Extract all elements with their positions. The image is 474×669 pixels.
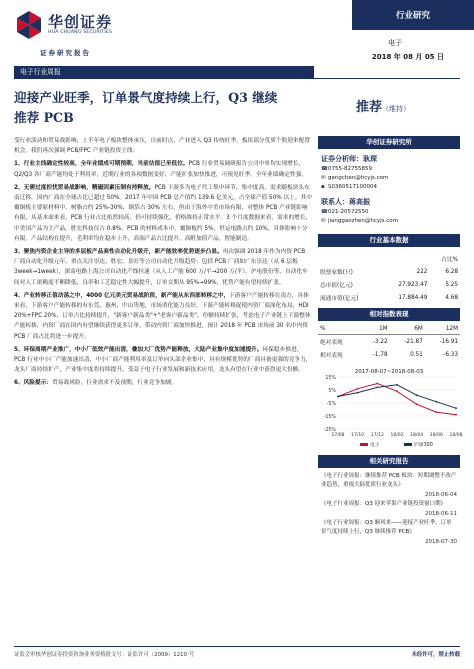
chart-y-tick-label: -25% xyxy=(323,427,336,433)
basic-data-cell: 27,923.47 xyxy=(398,281,428,288)
performance-row xyxy=(318,335,460,349)
basic-data-cell: 6.28 xyxy=(445,268,458,275)
bullet-number: 1、 xyxy=(14,161,24,168)
performance-table xyxy=(318,324,460,361)
mail-icon: ✉ xyxy=(321,175,326,181)
basic-col-blank xyxy=(318,252,381,265)
analyst1-role: 证券分析师： xyxy=(321,155,363,163)
chart-x-tick-label: 17/10 xyxy=(351,433,365,438)
category-bar: 电子行业周报 xyxy=(14,66,314,78)
performance-colhead xyxy=(318,324,460,335)
license-icon: ▪ xyxy=(321,184,325,190)
performance-row-label: 绝对表现 xyxy=(320,340,343,346)
analyst-block xyxy=(318,149,460,226)
perf-col-6m: 6M xyxy=(390,324,425,335)
chart-point xyxy=(396,384,398,386)
analyst1-phone: 0755-82755859 xyxy=(328,166,372,172)
bullet-heading: 聚焦内资企业主导的多层板产品高性自动化升级开，新产能效率优势逐步凸显。 xyxy=(23,249,223,256)
bullet-number: 6、 xyxy=(14,380,24,387)
bullet-number: 2、 xyxy=(14,184,24,191)
performance-header: 相对指数表现 xyxy=(318,308,460,321)
title-line-1: 迎接产业旺季，订单景气度持续上行，Q3 继续 xyxy=(14,90,278,105)
phone-icon: ☎ xyxy=(321,166,328,172)
basic-data-cell: 5.25 xyxy=(445,281,458,288)
analyst2-phone: 021-20572550 xyxy=(328,209,369,215)
analyst2-email-row xyxy=(321,217,457,226)
chart-point xyxy=(357,388,359,390)
bullet-item xyxy=(14,291,312,342)
basic-data-row xyxy=(318,265,460,278)
basic-data-cell: 222 xyxy=(416,268,428,275)
performance-row-label: 相对表现 xyxy=(320,353,343,359)
company-logo xyxy=(14,8,144,58)
bullet-number: 4、 xyxy=(14,292,24,299)
related-report-date: 2018-06-11 xyxy=(425,510,457,517)
footer-license: 证监会审核华创证券投资咨询业务资格批文号：证监许可（2009）1210 号 xyxy=(14,652,195,658)
bullet-item xyxy=(14,183,312,244)
mail-icon: ✉ xyxy=(321,218,326,224)
bullet-text: 再次强调 2018 年作为内资 PCB 厂商自动化升级元年，重点关注崇达、胜宏、景旺等公司自动化升级趋势：包括 PCB 厂商如广东崇达（从 6 层板 3week→1week），深南电路上海公司自动化产线拉速（从人工产能 600 万/平→200 万/平），沪电股份等，自动化车间对人工依赖度不断降低，良率和工艺稳定性大幅提升，订单交期从 95%→99%，优势产能有望持续扩张。 xyxy=(14,249,308,286)
related-report-date: 2018-06-04 xyxy=(425,491,457,498)
chart-point xyxy=(337,396,339,398)
perf-col-12m: 12M xyxy=(425,324,460,335)
performance-cell: 0.51 xyxy=(410,351,423,358)
basic-data-cell: 总市值(亿元) xyxy=(320,283,353,289)
related-report-title[interactable]: 《电子行业周报：Q3 顺风来——迎接产业旺季，订单景气度持续上行，Q3 继续推荐 PCB》 xyxy=(321,520,452,536)
phone-icon: ☎ xyxy=(321,209,328,215)
performance-cell: -3.22 xyxy=(372,338,388,345)
chart-y-tick-label: 5% xyxy=(328,388,336,394)
title-line-2: 推荐 PCB xyxy=(14,110,74,125)
chart-point xyxy=(357,392,359,394)
basic-data-cell: 流通市值(亿元) xyxy=(320,296,359,302)
performance-row xyxy=(318,348,460,361)
basic-data-header: 行业基本数据 xyxy=(318,234,460,247)
chart-point xyxy=(435,401,437,403)
report-date: 2018 年 08 月 05 日 xyxy=(371,53,444,61)
perf-col-1m: 1M xyxy=(360,324,389,335)
bullet-text: 下游客户产能转移在南方，具体来看，下游客户产能转移的有东莞、惠州、中山等地，市场消化能力良好，下游产能转移促使内资厂商深化布局，HDI 20%+FPC 20%，订单占比持续提升，"新客户新品类"+"老客户新品类"，份额持续扩张，考虑电子产业链上下游整体产能转移，内资厂商在国内有望继续获得更多订单，带动内资厂商加快推进，预计 2018 年 PCB 市场前 30 名中内资 PCB 厂商占比将进一步提升。 xyxy=(14,292,311,340)
related-report-title[interactable]: 《电子行业周报：Q3 迎来苹果产业链投资窗口期》 xyxy=(321,501,447,508)
basic-data-cell: 股票家数(只) xyxy=(320,270,353,276)
bullet-item xyxy=(14,378,312,388)
analyst1-license-row xyxy=(321,183,457,192)
rating-note: （维持） xyxy=(382,105,411,113)
analyst1-email-row xyxy=(321,174,457,183)
chart-y-tick-label: -5% xyxy=(326,401,336,407)
chart-point xyxy=(376,383,378,385)
perf-col-unit: % xyxy=(318,324,360,335)
related-reports-header: 相关研究报告 xyxy=(318,455,460,468)
bullet-heading: 行业主线确定性较高，全年业绩成可期预期，当前估值已至低位。 xyxy=(23,161,189,168)
basic-data-table xyxy=(318,252,460,304)
chart-x-tick-label: 18/08 xyxy=(449,433,463,438)
analyst1-license: S0360517100004 xyxy=(328,184,377,190)
logo-name-cn: 华创证券 xyxy=(48,13,113,31)
bullet-text: PCB 行业贸易调研报告公司中单均实现增长，Q2/Q3 各厂商产能均处于利用率，近期行业的各项数据变好、产能扩张加快推进，可预见旺季，全年业绩确定性强。 xyxy=(14,161,307,178)
chart-legend-swatch xyxy=(360,443,368,446)
footer-copyright: 未经许可，禁止转载 xyxy=(411,652,460,658)
intro-paragraph: 受行业淡动和贸易战影响，上半年电子板块整体承压，自前时点，产业进入 Q3 传统旺季，板块部分优质个股迎来配置机会。我们再次强调 PCB/FPC 产业链投资主线： xyxy=(14,138,311,155)
chart-point xyxy=(396,390,398,392)
rating-value: 推荐 xyxy=(356,100,383,115)
logo-name-en: HUA CHUANG SECURITIES xyxy=(48,30,113,35)
chart-x-tick-label: 18/06 xyxy=(429,433,443,438)
basic-col-share: 占比% xyxy=(441,257,458,263)
bullet-heading: 风险提示： xyxy=(23,380,53,387)
bullet-text: 贸易战风险，行业需求不及预期，行业竞争加剧。 xyxy=(52,380,178,387)
bullet-heading: 产业转移正值动荡之中，4000 亿元美元贸易战阶段，新产能从东西部转移之中， xyxy=(23,292,230,299)
bullet-item xyxy=(14,247,312,288)
analyst2-name: 蒋高振 xyxy=(349,198,370,206)
chart-y-tick-label: -15% xyxy=(323,414,336,420)
chart-y-tick-label: 15% xyxy=(325,375,336,381)
analyst1-phone-row xyxy=(321,165,457,174)
chart-x-tick-label: 18/02 xyxy=(390,433,404,438)
sector-label: 电子 xyxy=(388,39,402,47)
chart-legend-swatch xyxy=(404,443,412,446)
bullet-item xyxy=(14,345,312,376)
chart-series-line xyxy=(338,385,456,408)
basic-data-row xyxy=(318,291,460,304)
relative-performance-chart xyxy=(318,365,463,451)
performance-cell: -21.87 xyxy=(404,338,423,345)
report-title xyxy=(14,88,334,128)
analyst1-name-line xyxy=(321,153,457,165)
chart-point xyxy=(455,407,457,409)
bullet-number: 3、 xyxy=(14,249,24,256)
chart-x-tick-label: 18/04 xyxy=(410,433,424,438)
bullet-text: 环保稳步推进，PCB 行业中小厂产能加速出清，中小厂商产能利用率及订单向头部企业集中，具有规模优势的厂商具备更强的竞争力，龙头厂商持续扩产，产业集中度将持续提升，受益于电子行业发展和新技术应用，龙头有望在行业中获得更大份额。 xyxy=(14,346,312,374)
performance-cell: -1.78 xyxy=(372,351,388,358)
report-body xyxy=(14,136,312,392)
chart-legend-label: 电子 xyxy=(370,443,380,448)
chart-point xyxy=(376,387,378,389)
logo-mark-icon xyxy=(14,10,44,40)
chart-x-tick-label: 17/08 xyxy=(331,433,345,438)
chart-point xyxy=(435,411,437,413)
bullet-number: 5、 xyxy=(14,346,24,353)
bullet-item xyxy=(14,159,312,179)
basic-data-cell: 4.68 xyxy=(445,294,458,301)
chart-x-tick-label: 17/12 xyxy=(370,433,384,438)
analyst-section-header: 华创证券研究所 xyxy=(318,136,460,149)
side-column xyxy=(318,136,463,547)
basic-data-colhead xyxy=(318,252,460,265)
chart-svg xyxy=(318,365,463,451)
report-type-tag: 行业研究 xyxy=(352,0,474,30)
logo-subtitle: 证券研究报告 xyxy=(40,49,91,57)
analyst2-email[interactable]: jianggaozhen@hcyjs.com xyxy=(328,218,399,224)
basic-data-cell: 17,884.49 xyxy=(398,294,428,301)
analyst1-email[interactable]: gengchen@hcyjs.com xyxy=(328,175,389,181)
basic-data-row xyxy=(318,278,460,291)
related-report-date: 2018-07-30 xyxy=(425,538,457,545)
header-divider xyxy=(14,78,460,79)
performance-cell: -16.91 xyxy=(439,338,458,345)
analyst2-name-line xyxy=(321,196,457,208)
performance-cell: -6.33 xyxy=(443,351,458,358)
page-footer xyxy=(14,646,460,658)
chart-legend-label: 沪深300 xyxy=(414,443,433,448)
chart-point xyxy=(416,403,418,405)
chart-title: 2017-08-07~2018-08-03 xyxy=(354,369,424,375)
bullet-list xyxy=(14,159,312,388)
bullet-heading: 无需过度担忧贸易战影响，精磁因素压制有持释放。 xyxy=(23,184,155,191)
analyst2-phone-row xyxy=(321,208,457,217)
chart-point xyxy=(416,394,418,396)
chart-series-line xyxy=(338,384,456,415)
bullet-heading: 环保周期产业推广，中小厂低效产能出清，叠加大厂优势产能释放，大陆产业集中度加速提升。 xyxy=(23,346,263,353)
analyst2-role: 联系人： xyxy=(321,198,349,206)
analyst1-name: 耿琛 xyxy=(363,155,377,163)
related-reports-list xyxy=(318,468,460,547)
basic-col-blank2 xyxy=(381,252,430,265)
chart-point xyxy=(455,414,457,416)
related-report-title[interactable]: 《电子行业周报：继续推荐 PCB 板块：短期调整不改产业趋势，重视大陆优质行业龙头》 xyxy=(321,473,457,489)
rating xyxy=(356,96,410,115)
bullet-text: PCB 下游多为电子代工集中环节，集中度高，需求随板块头东南迁移，国内厂商在全球占比已超过 50%。2017 年中国 PCB 总产值约 139.6 亿美元，占全球产值 50% 以上。其中覆铜板主要原材料中，树脂占约 25%-30%，铜箔占 30% 左右，但由于海外中美市场有限，对整体 PCB 产业链影响有限，从基本面来看，PCB 行业占比依然较高，仍可持续强化，价格维持正常水平。3 个月度数据来看，需求的增长，中美国产品为主产品，胜宏科技仅占 0.8%，PCB 的材料成本中，覆铜板约 5%，世运电路占约 10%，具体影响十分有限。产品结构在提升，毛利率均在稳步上升，高端产品占比提升，高附加值产品，智能制造。 xyxy=(14,184,312,242)
